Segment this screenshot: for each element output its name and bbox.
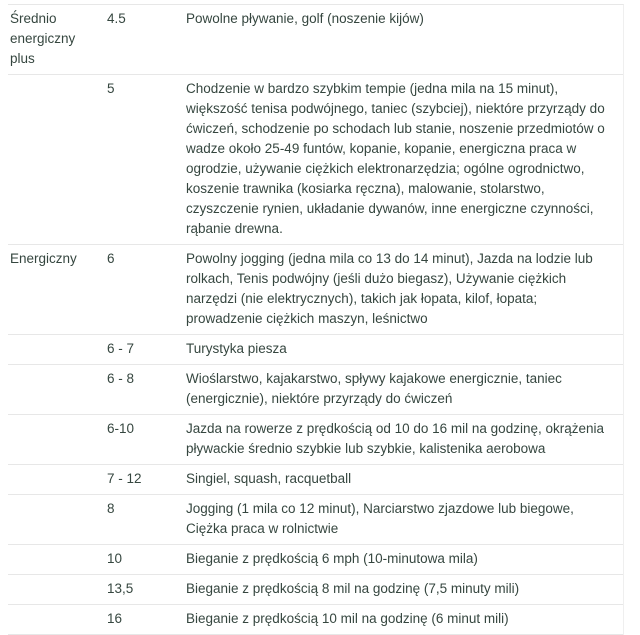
- activity-description-cell: Singiel, squash, racquetball: [186, 471, 352, 486]
- activity-description-cell: Powolne pływanie, golf (noszenie kijów): [186, 11, 424, 26]
- met-value-cell: 6-10: [107, 421, 135, 436]
- activity-description-cell: Bieganie z prędkością 8 mil na godzinę (7,5 minuty mili): [186, 581, 520, 596]
- table-row: [8, 495, 623, 545]
- activity-level-cell: [10, 499, 107, 539]
- activity-level-cell: [10, 369, 107, 409]
- table-row: [8, 415, 623, 465]
- activity-level-cell: Energiczny: [10, 251, 77, 266]
- met-activity-table: [8, 4, 624, 635]
- table-row: [8, 545, 623, 575]
- table-row: [8, 335, 623, 365]
- table-row: [8, 5, 623, 75]
- activity-description-cell: Powolny jogging (jedna mila co 13 do 14 minut), Jazda na lodzie lub rolkach, Tenis podwójny (jeśli dużo biegasz), Używanie ciężkich narzędzi (nie elektrycznych), takich jak łopata, kilof, łopata; prowadzenie ciężkich maszyn, leśnictwo: [186, 251, 593, 326]
- activity-level-cell: Średnio energiczny plus: [10, 11, 76, 66]
- met-value-cell: 4.5: [107, 11, 126, 26]
- met-value-cell: 10: [107, 551, 123, 566]
- activity-description-cell: Bieganie z prędkością 10 mil na godzinę (6 minut mili): [186, 611, 509, 626]
- activity-description-cell: Bieganie z prędkością 6 mph (10-minutowa mila): [186, 551, 478, 566]
- met-value-cell: 6 - 7: [107, 341, 135, 356]
- met-value-cell: 6: [107, 251, 115, 266]
- activity-description-cell: Chodzenie w bardzo szybkim tempie (jedna mila na 15 minut), większość tenisa podwójnego, taniec (szybciej), niektóre przyrządy do ćwiczeń, schodzenie po schodach lub stanie, noszenie przedmiotów o wadze około 25-49 funtów, kopanie, kopanie, energiczna praca w ogrodzie, używanie ciężkich elektronarzędzia; ogólne ogrodnictwo, koszenie trawnika (kosiarka ręczna), malowanie, stolarstwo, czyszczenie rynien, układanie dywanów, inne energiczne czynności, rąbanie drewna.: [186, 81, 605, 236]
- table-row: [8, 465, 623, 495]
- activity-level-cell: [10, 79, 107, 239]
- table-row: [8, 75, 623, 245]
- activity-level-cell: [10, 579, 107, 599]
- activity-level-cell: [10, 609, 107, 629]
- table-row: [8, 575, 623, 605]
- met-value-cell: 6 - 8: [107, 371, 135, 386]
- met-value-cell: 16: [107, 611, 123, 626]
- activity-level-cell: [10, 419, 107, 459]
- activity-level-cell: [10, 469, 107, 489]
- table-row: [8, 245, 623, 335]
- met-value-cell: 8: [107, 501, 115, 516]
- activity-level-cell: [10, 549, 107, 569]
- table-row: [8, 365, 623, 415]
- table-row: [8, 605, 623, 635]
- activity-description-cell: Jogging (1 mila co 12 minut), Narciarstwo zjazdowe lub biegowe, Ciężka praca w rolnictwie: [186, 501, 574, 536]
- activity-level-cell: [10, 339, 107, 359]
- activity-description-cell: Wioślarstwo, kajakarstwo, spływy kajakowe energicznie, taniec (energicznie), niektóre przyrządy do ćwiczeń: [186, 371, 562, 406]
- met-value-cell: 7 - 12: [107, 471, 142, 486]
- activity-description-cell: Turystyka piesza: [186, 341, 287, 356]
- met-value-cell: 13,5: [107, 581, 134, 596]
- met-value-cell: 5: [107, 81, 115, 96]
- activity-description-cell: Jazda na rowerze z prędkością od 10 do 16 mil na godzinę, okrążenia pływackie średnio szybkie lub szybkie, kalistenika aerobowa: [186, 421, 604, 456]
